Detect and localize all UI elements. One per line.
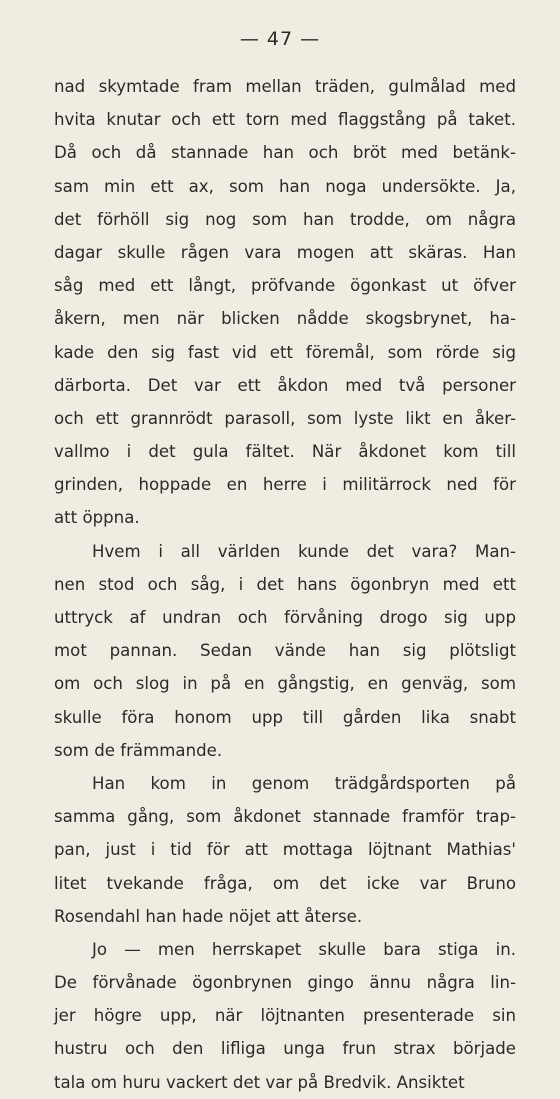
text-line: som de främmande. [54,740,223,760]
text-line: pan, just i tid för att mottaga löjtnant Mathias' [54,840,516,860]
paragraph [54,535,516,767]
text-line: hvita knutar och ett torn med flaggstång på taket. [54,110,516,130]
text-line: det förhöll sig nog som han trodde, om några [54,209,516,229]
text-line: nen stod och såg, i det hans ögonbryn med ett [54,574,516,594]
text-line: kade den sig fast vid ett föremål, som rörde sig [54,342,516,362]
body-text [54,70,516,1099]
text-line: samma gång, som åkdonet stannade framför trap- [54,807,516,827]
text-line: litet tvekande fråga, om det icke var Bruno [54,873,516,893]
text-line: att öppna. [54,508,140,528]
text-line: sam min ett ax, som han noga undersökte. Ja, [54,176,516,196]
text-line: Han kom in genom trädgårdsporten på [92,773,516,793]
text-line: Hvem i all världen kunde det vara? Man- [92,541,516,561]
text-line: Då och då stannade han och bröt med betänk- [54,143,516,163]
text-line: åkern, men när blicken nådde skogsbrynet, ha- [54,309,516,329]
text-line: Jo — men herrskapet skulle bara stiga in. [92,939,516,959]
text-line: dagar skulle rågen vara mogen att skäras. Han [54,242,516,262]
text-line: och ett grannrödt parasoll, som lyste likt en åker- [54,408,516,428]
paragraph [54,767,516,933]
text-line: vallmo i det gula fältet. När åkdonet kom till [54,442,516,462]
text-line: tala om huru vackert det var på Bredvik. Ansiktet [54,1072,465,1092]
paragraph [54,70,516,535]
text-line: om och slog in på en gångstig, en genväg, som [54,674,516,694]
text-line: uttryck af undran och förvåning drogo sig upp [54,608,516,627]
text-line: De förvånade ögonbrynen gingo ännu några lin- [54,973,516,993]
text-line: grinden, hoppade en herre i militärrock ned för [54,475,516,495]
text-line: därborta. Det var ett åkdon med två personer [54,375,516,395]
text-line: nad skymtade fram mellan träden, gulmålad med [54,77,516,96]
text-line: jer högre upp, när löjtnanten presenterade sin [54,1006,516,1026]
text-line: Rosendahl han hade nöjet att återse. [54,906,363,926]
text-line: mot pannan. Sedan vände han sig plötsligt [54,641,516,661]
page-number: — 47 — [239,28,321,50]
paragraph [54,933,516,1099]
text-line: hustru och den lifliga unga frun strax började [54,1039,516,1059]
text-line: såg med ett långt, pröfvande ögonkast ut öfver [54,276,516,296]
text-line: skulle föra honom upp till gården lika snabt [54,707,516,727]
